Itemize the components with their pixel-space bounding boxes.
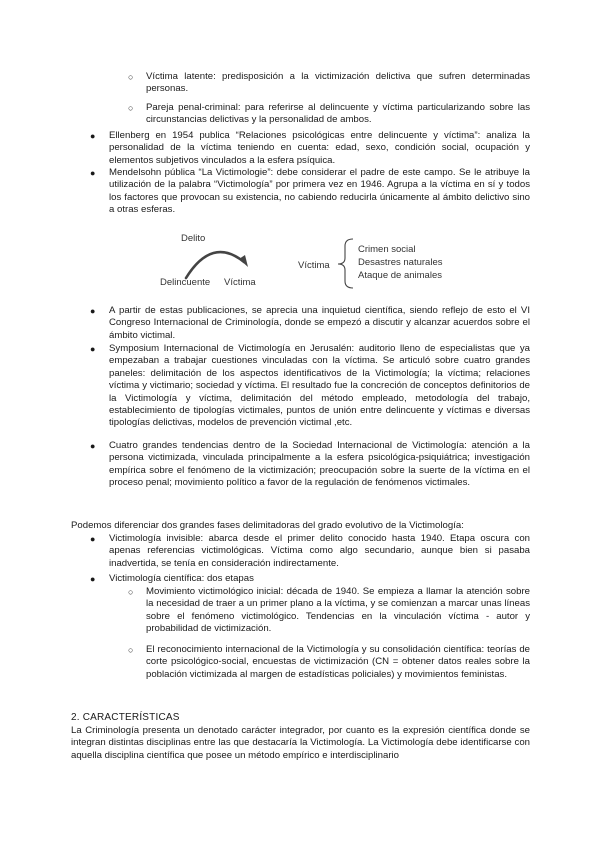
arrowhead-icon <box>239 255 248 267</box>
sub-item-reconocimiento: El reconocimiento internacional de la Victimología y su consolidación científica: teorías de corte psicológico-social, encuestas de victimización (CN = obtener datos reales sobre la población victimizada al margen de estadísticas policiales) y movimientos feministas. <box>146 644 530 680</box>
list-item-tendencias: Cuatro grandes tendencias dentro de la Sociedad Internacional de Victimología: atención a la persona victimizada, vinculada principalmente a la esfera psicológica-psiquiátrica; investigación empírica sobre el fenómeno de la victimización; preocupación sobre la suerte de la víctima en el proceso penal; movimiento político a favor de la regulación de fenómenos victimales. <box>109 440 530 489</box>
circle-bullet-icon: ○ <box>128 72 134 82</box>
circle-bullet-icon: ○ <box>128 645 134 655</box>
list-item-victimologia-invisible: Victimología invisible: abarca desde el primer delito conocido hasta 1940. Etapa oscura con apenas referencias victimológicas. Víctima como algo secundario, aunque bien si pasaba inadvertida, se tenía en consideración indirectamente. <box>109 533 530 569</box>
list-item-victimologia-cientifica: Victimología científica: dos etapas <box>109 573 254 584</box>
list-item-congreso: A partir de estas publicaciones, se aprecia una inquietud científica, siendo reflejo de esto el VI Congreso Internacional de Criminología, donde se empezó a discutir y alcanzar acuerdos sobre el ámbito victimal. <box>109 305 530 341</box>
diagram-item-crimen: Crimen social <box>358 244 416 255</box>
sub-item-movimiento-inicial: Movimiento victimológico inicial: década de 1940. Se empieza a llamar la atención sobre la necesidad de traer a un primer plano a la víctima, y se comienzan a marcar unas líneas sobre el fenómeno victimológico. Tendencias en la vinculación víctima - autor y probabilidad de victimización. <box>146 586 530 635</box>
paragraph-fases-intro: Podemos diferenciar dos grandes fases delimitadoras del grado evolutivo de la Victimología: <box>71 520 464 531</box>
diagram-curved-arrow <box>186 252 244 278</box>
diagram-delincuente-label: Delincuente <box>160 277 211 288</box>
diagram-item-desastres: Desastres naturales <box>358 257 443 268</box>
section-heading: 2. CARACTERÍSTICAS <box>71 712 180 723</box>
sub-item-victima-latente: Víctima latente: predisposición a la victimización delictiva que sufren determinadas personas. <box>146 71 530 95</box>
diagram-victima-left-label: Víctima <box>224 277 256 288</box>
bullet-icon: ● <box>90 344 96 354</box>
section-body-paragraph: La Criminología presenta un denotado carácter integrador, por cuanto es la expresión científica donde se integran distintas disciplinas entre las que destacaría la Victimología. La Victimología debe identificarse con aquella disciplina científica que posee un método empírico e interdisciplinario <box>71 725 530 761</box>
bullet-icon: ● <box>90 306 96 316</box>
diagram-delito-label: Delito <box>181 233 206 244</box>
bullet-icon: ● <box>90 168 96 178</box>
list-item-symposium: Symposium Internacional de Victimología en Jerusalén: auditorio lleno de especialistas que ya empezaban a trabajar cuestiones vinculadas con la víctima. Se articuló sobre cuatro grandes paneles: delimitación de los aspectos identificativos de la Victimología; la víctima; relaciones víctima y victimario; sociedad y víctima. El resultado fue la concreción de conceptos definitorios de la Victimología y víctima, delimitación del método empleado, metodología del trabajo, establecimiento de tipologías victimales, puntos de unión entre delincuente y víctimas e diversas tipologías delictivas, modelos de prevención victimal ,etc. <box>109 343 530 429</box>
circle-bullet-icon: ○ <box>128 103 134 113</box>
victimology-diagram <box>160 228 490 292</box>
diagram-item-ataque: Ataque de animales <box>358 270 442 281</box>
list-item-ellenberg: Ellenberg en 1954 publica “Relaciones psicológicas entre delincuente y víctima”: analiza la personalidad de la víctima teniendo en cuenta: edad, sexo, condición social, ocupación y elementos subjetivos vinculados a la esfera psíquica. <box>109 130 530 166</box>
bullet-icon: ● <box>90 534 96 544</box>
sub-item-pareja-penal: Pareja penal-criminal: para referirse al delincuente y víctima particularizando sobre las circunstancias delictivas y la personalidad de ambos. <box>146 102 530 126</box>
bullet-icon: ● <box>90 574 96 584</box>
diagram-victima-center-label: Víctima <box>298 260 330 271</box>
diagram-bracket <box>338 239 353 288</box>
list-item-mendelsohn: Mendelsohn pública “La Victimologie”: debe considerar el padre de este campo. Se le atribuye la utilización de la palabra “Victimología” por primera vez en 1946. Agrupa a la víctima en sí y todos los factores que provocan su existencia, no cabiendo reducirla únicamente al ámbito delictivo sino a otras esferas. <box>109 167 530 216</box>
bullet-icon: ● <box>90 131 96 141</box>
bullet-icon: ● <box>90 441 96 451</box>
circle-bullet-icon: ○ <box>128 587 134 597</box>
